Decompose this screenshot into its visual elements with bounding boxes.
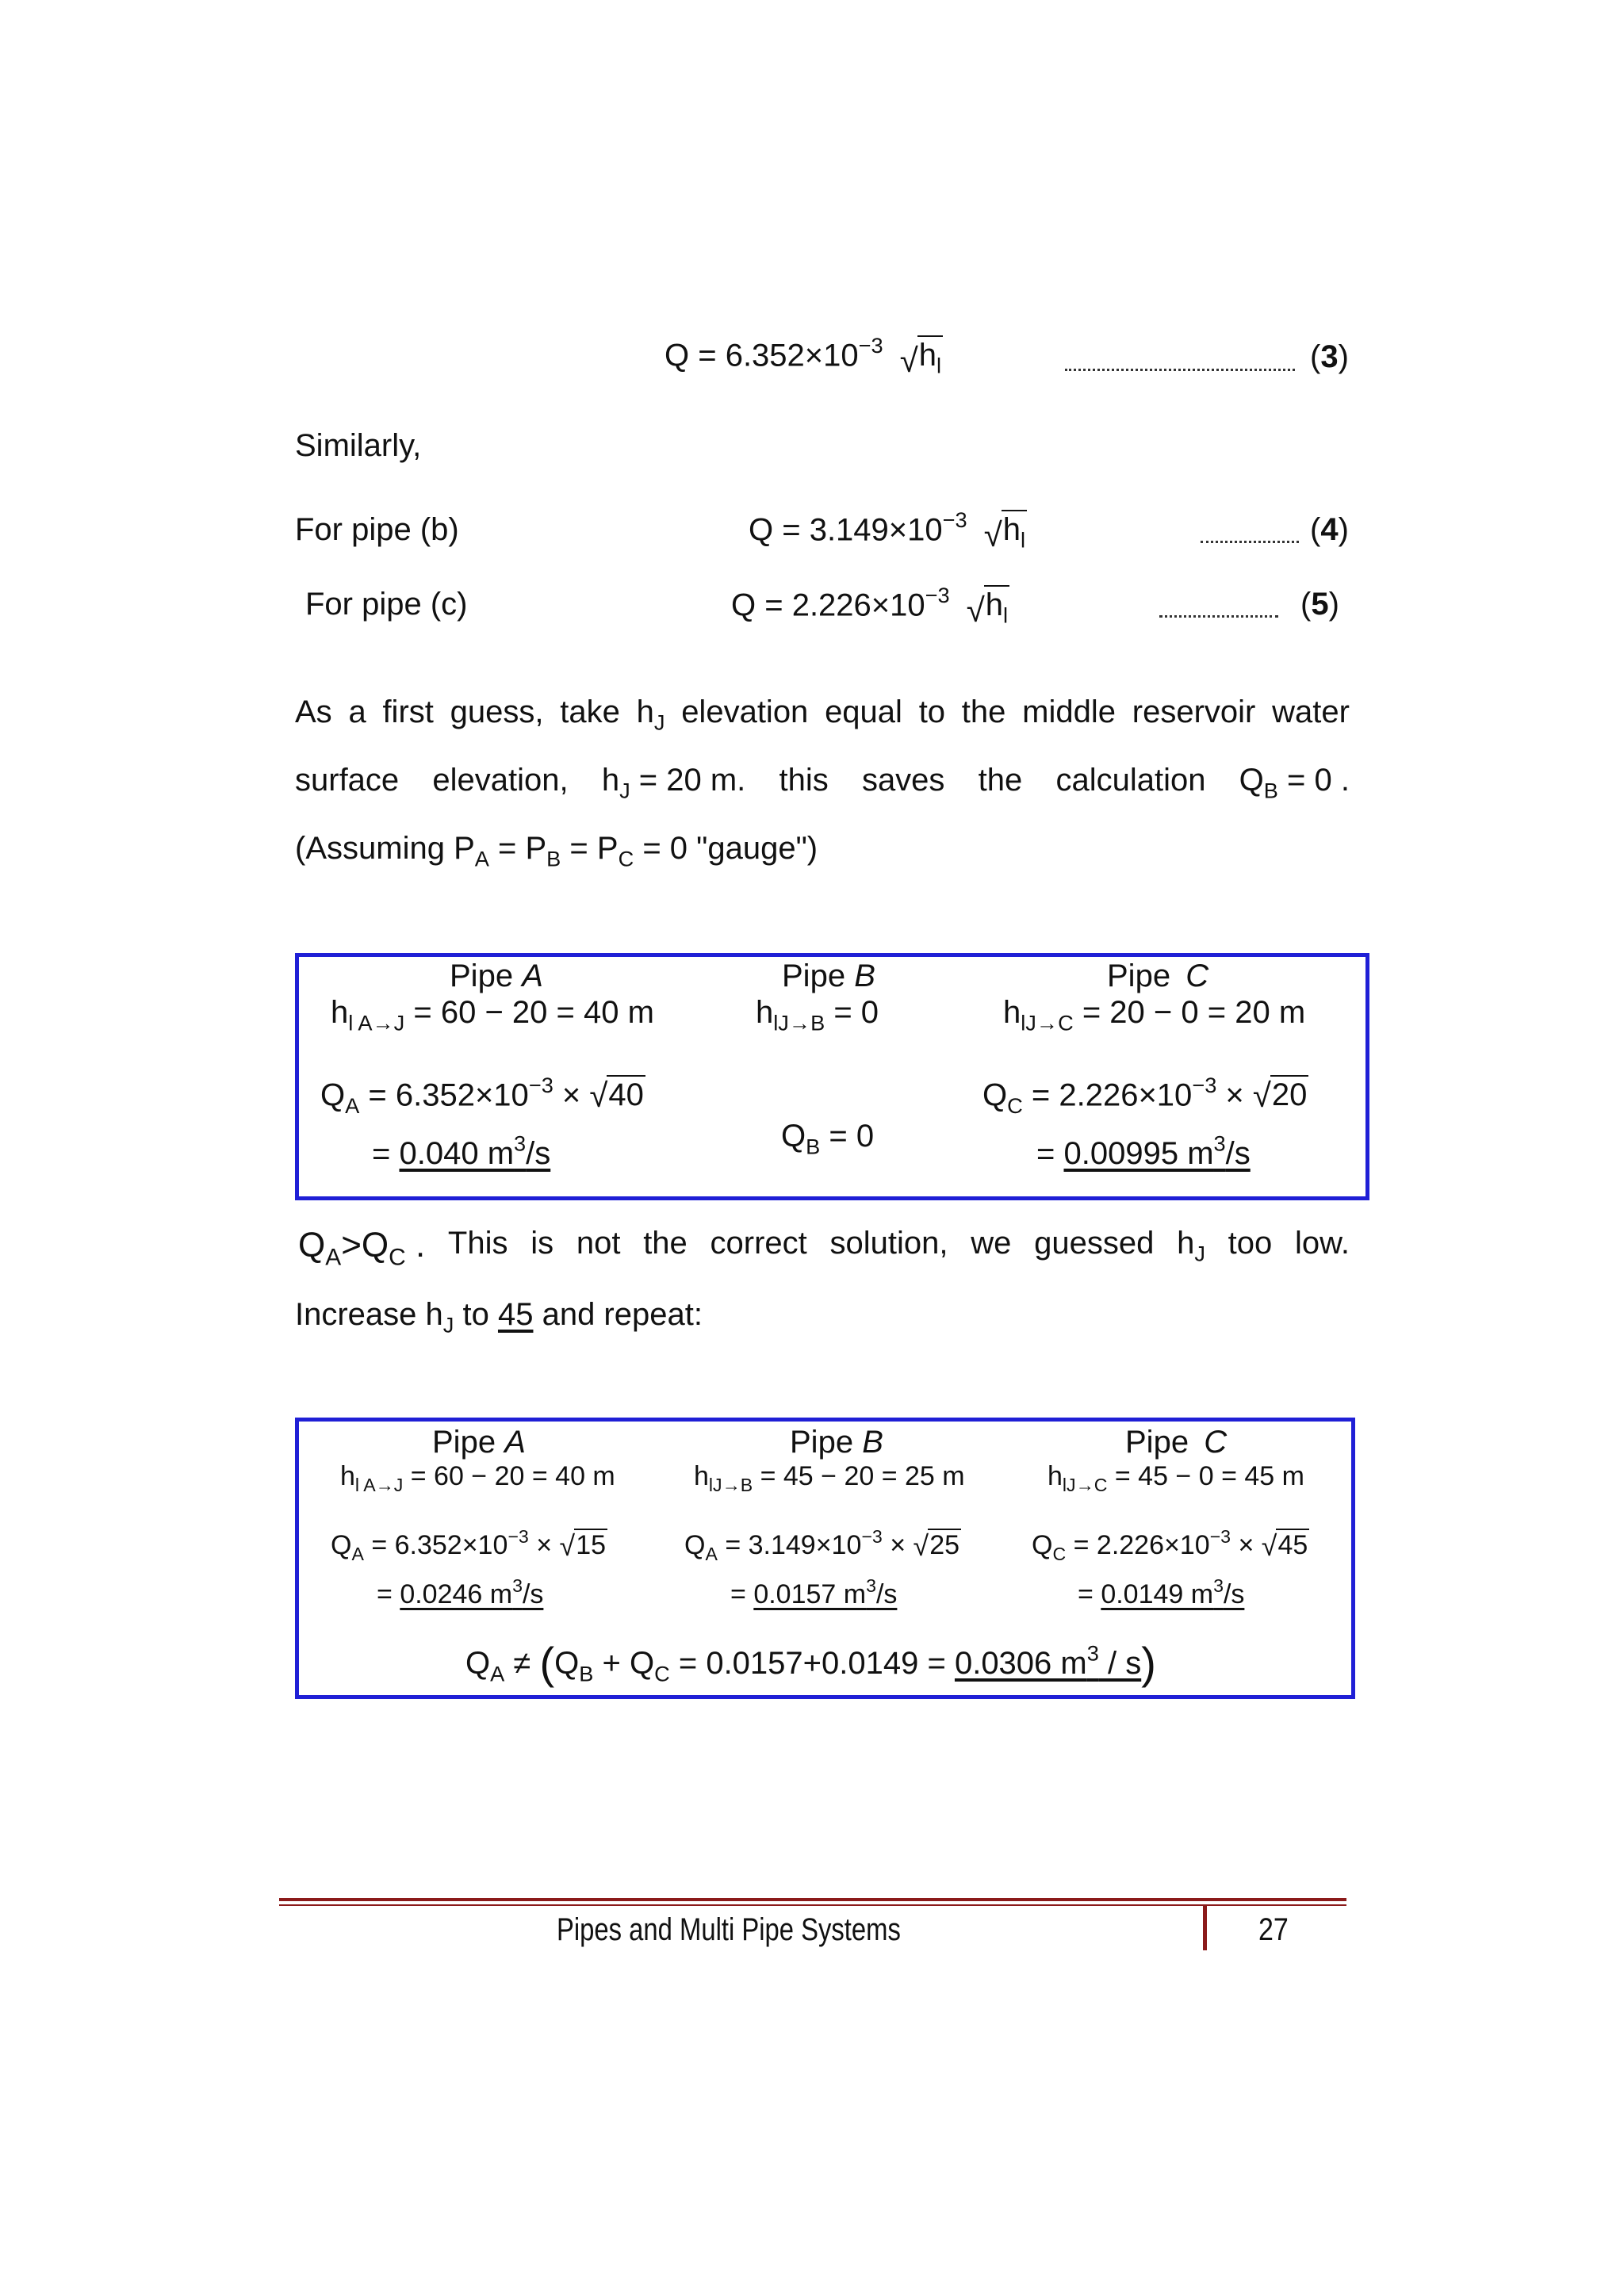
pipe-a-flow bbox=[320, 1073, 645, 1119]
result-unit: /s bbox=[875, 1578, 898, 1609]
pipe-letter: C bbox=[1185, 959, 1209, 993]
q-sub: C bbox=[1007, 1093, 1023, 1118]
word: the bbox=[961, 695, 1006, 729]
pipe-a-result bbox=[377, 1575, 543, 1610]
result-exponent: 3 bbox=[1213, 1131, 1226, 1156]
word: is bbox=[530, 1226, 554, 1261]
equation-3-exponent: −3 bbox=[858, 333, 883, 358]
result-number: 0.0306 m bbox=[954, 1646, 1087, 1681]
pipe-word: Pipe bbox=[1125, 1425, 1189, 1460]
word: solution, bbox=[829, 1226, 948, 1261]
pipe-c-flow bbox=[982, 1073, 1308, 1119]
paragraph-1-line-2 bbox=[295, 763, 1350, 804]
pipe-b-head-loss bbox=[756, 995, 879, 1036]
assuming-text: (Assuming bbox=[295, 831, 454, 866]
pipe-letter: C bbox=[1204, 1425, 1228, 1460]
pipe-b-flow bbox=[684, 1526, 961, 1565]
result-number: 0.0246 m bbox=[400, 1578, 513, 1609]
word: middle bbox=[1022, 695, 1116, 729]
result-exponent: 3 bbox=[866, 1575, 876, 1596]
pipe-b-result bbox=[730, 1575, 897, 1610]
word: surface bbox=[295, 763, 400, 798]
q-symbol: Q bbox=[554, 1646, 580, 1681]
h-j-symbol: $h_J$ bbox=[636, 695, 665, 735]
pipe-word: Pipe bbox=[1107, 959, 1171, 993]
similarly-text: Similarly, bbox=[295, 428, 422, 463]
page-number: 27 bbox=[1258, 1912, 1289, 1947]
pipe-word: Pipe bbox=[790, 1425, 854, 1460]
calculation-box-2 bbox=[295, 1418, 1355, 1699]
h-symbol: h bbox=[425, 1297, 443, 1332]
equals-sign: = bbox=[1078, 1578, 1101, 1609]
result-unit: /s bbox=[1223, 1578, 1245, 1609]
pipe-c-label: For pipe (c) bbox=[305, 587, 468, 622]
h-symbol: h bbox=[340, 1461, 355, 1491]
radicand: 25 bbox=[929, 1529, 960, 1560]
equation-4-exponent: −3 bbox=[942, 507, 967, 532]
flow-exponent: −3 bbox=[861, 1526, 883, 1547]
sqrt-symbol: √ 15 bbox=[559, 1529, 607, 1562]
result-unit: /s bbox=[522, 1578, 544, 1609]
pressure-equation: $P_A = P_B = P_C = 0$ "gauge") bbox=[454, 831, 818, 871]
pipe-c-head-loss bbox=[1048, 1461, 1304, 1496]
h-sub: l A→J bbox=[348, 1010, 405, 1035]
equation-3-number bbox=[1310, 339, 1349, 375]
pipe-c-title bbox=[1107, 959, 1208, 994]
sqrt-symbol: √ 20 bbox=[1253, 1075, 1309, 1113]
q-sub: A bbox=[345, 1093, 360, 1118]
head-loss-value: = 60 − 20 = 40 m bbox=[403, 1461, 615, 1491]
pipe-c-result bbox=[1078, 1575, 1244, 1610]
result-exponent: 3 bbox=[1213, 1575, 1224, 1596]
equals-sign: = bbox=[377, 1578, 400, 1609]
q-symbol: Q bbox=[331, 1529, 352, 1560]
times-sign: × bbox=[1216, 1077, 1253, 1113]
radicand: 40 bbox=[607, 1075, 645, 1113]
equation-4-radicand: h bbox=[1002, 512, 1021, 548]
q-sub: B bbox=[806, 1134, 821, 1159]
equation-3-lhs: Q = 6.352×10 bbox=[665, 338, 859, 373]
flow-value: = 0 bbox=[820, 1119, 875, 1154]
flow-coefficient: = 2.226×10 bbox=[1022, 1077, 1193, 1113]
word: first bbox=[382, 695, 434, 729]
equation-5-ref-number: 5 bbox=[1311, 587, 1329, 622]
h-sub: l A→J bbox=[354, 1475, 404, 1496]
word: This bbox=[447, 1226, 508, 1261]
q-sub: A bbox=[490, 1661, 505, 1686]
pipe-letter: B bbox=[854, 959, 875, 993]
calculation-box-1 bbox=[295, 953, 1369, 1200]
flow-exponent: −3 bbox=[1209, 1526, 1231, 1547]
word: not bbox=[576, 1226, 621, 1261]
q-symbol: Q bbox=[982, 1077, 1008, 1113]
to-text: to bbox=[454, 1297, 498, 1332]
flow-coefficient: = 2.226×10 bbox=[1066, 1529, 1210, 1560]
times-sign: × bbox=[528, 1529, 560, 1560]
pipe-c-flow bbox=[1032, 1526, 1309, 1565]
word: elevation, bbox=[432, 763, 569, 798]
result-number: 0.00995 m bbox=[1063, 1136, 1214, 1172]
result-unit: / s bbox=[1098, 1646, 1142, 1681]
pipe-c-result bbox=[1036, 1131, 1251, 1172]
pipe-a-head-loss bbox=[340, 1461, 615, 1496]
h-symbol: h bbox=[756, 995, 774, 1030]
sqrt-symbol: √ 40 bbox=[589, 1075, 645, 1113]
q-symbol: Q bbox=[320, 1077, 346, 1113]
word: As bbox=[295, 695, 332, 729]
result-exponent: 3 bbox=[512, 1575, 523, 1596]
pipe-word: Pipe bbox=[450, 959, 514, 993]
pipe-a-result-value bbox=[399, 1131, 551, 1172]
pipe-letter: A bbox=[504, 1425, 526, 1460]
footer-rule-thin bbox=[279, 1904, 1346, 1906]
h-symbol: h bbox=[694, 1461, 709, 1491]
times-sign: × bbox=[1231, 1529, 1262, 1560]
not-equal-sign: ≠ bbox=[504, 1646, 540, 1681]
sum-value: = 0.0157+0.0149 = bbox=[669, 1646, 955, 1681]
head-loss-value: = 60 − 20 = 40 m bbox=[404, 995, 654, 1030]
h-symbol: h bbox=[331, 995, 349, 1030]
word: to bbox=[918, 695, 946, 729]
head-loss-value: = 45 − 20 = 25 m bbox=[753, 1461, 965, 1491]
total-flow-value bbox=[954, 1640, 1142, 1681]
q-sub: C bbox=[654, 1661, 670, 1686]
equation-3-radicand: h bbox=[918, 338, 937, 373]
h-symbol: h bbox=[1003, 995, 1021, 1030]
increase-text: Increase bbox=[295, 1297, 426, 1332]
q-symbol: Q bbox=[684, 1529, 706, 1560]
equation-3-radicand-sub: l bbox=[936, 353, 942, 378]
paren-open: ( bbox=[1310, 339, 1321, 374]
word: we bbox=[971, 1226, 1012, 1261]
flow-coefficient: = 6.352×10 bbox=[363, 1529, 508, 1560]
equation-4 bbox=[749, 507, 1027, 553]
equation-5-exponent: −3 bbox=[925, 583, 950, 607]
result-number: 0.0149 m bbox=[1101, 1578, 1214, 1609]
equation-4-ref-number: 4 bbox=[1320, 512, 1339, 547]
q-symbol: Q bbox=[629, 1646, 655, 1681]
footer-divider bbox=[1203, 1906, 1207, 1950]
result-exponent: 3 bbox=[514, 1131, 527, 1156]
paragraph-2-line-2 bbox=[295, 1297, 703, 1338]
q-sub: A bbox=[351, 1543, 364, 1564]
q-sub: A bbox=[705, 1543, 718, 1564]
word: this bbox=[779, 763, 829, 798]
head-loss-value: = 45 − 0 = 45 m bbox=[1107, 1461, 1304, 1491]
h-sub: lJ→B bbox=[708, 1475, 753, 1496]
pipe-b-label: For pipe (b) bbox=[295, 512, 459, 547]
paragraph-2-line-1 bbox=[298, 1226, 1350, 1271]
equation-3 bbox=[665, 333, 943, 378]
result-unit: /s bbox=[526, 1136, 551, 1172]
pipe-word: Pipe bbox=[782, 959, 846, 993]
word: guessed bbox=[1034, 1226, 1155, 1261]
sqrt-symbol: √ $h_l$ bbox=[967, 585, 1009, 628]
h-sub: lJ→B bbox=[773, 1010, 825, 1035]
pipe-letter: B bbox=[862, 1425, 883, 1460]
result-unit: /s bbox=[1225, 1136, 1251, 1172]
word: correct bbox=[710, 1226, 807, 1261]
q-sub: B bbox=[579, 1661, 594, 1686]
word: elevation bbox=[681, 695, 809, 729]
equation-5-radicand: h bbox=[985, 587, 1004, 623]
footer-rule-thick bbox=[279, 1898, 1346, 1901]
equals-sign: = bbox=[1036, 1136, 1064, 1172]
paren-close: ) bbox=[1338, 339, 1349, 374]
q-symbol: Q bbox=[465, 1646, 491, 1681]
flow-coefficient: = 3.149×10 bbox=[717, 1529, 862, 1560]
flow-exponent: −3 bbox=[528, 1073, 553, 1097]
continuity-check bbox=[465, 1637, 1156, 1689]
pipe-c-result-value bbox=[1063, 1131, 1251, 1172]
times-sign: × bbox=[553, 1077, 590, 1113]
equation-5-lhs: Q = 2.226×10 bbox=[731, 587, 925, 623]
h-j-equation: $h_J = 20$ m. bbox=[601, 763, 746, 803]
equation-3-leader-dots bbox=[1065, 369, 1295, 371]
times-sign: × bbox=[882, 1529, 914, 1560]
head-loss-value: = 20 − 0 = 20 m bbox=[1073, 995, 1306, 1030]
pipe-b-result-value bbox=[753, 1575, 898, 1609]
result-number: 0.0157 m bbox=[753, 1578, 867, 1609]
q-symbol: Q bbox=[1032, 1529, 1053, 1560]
word: guess, bbox=[450, 695, 544, 729]
equation-3-ref-number: 3 bbox=[1320, 339, 1339, 374]
new-guess-value: 45 bbox=[497, 1297, 534, 1332]
repeat-text: and repeat: bbox=[533, 1297, 703, 1332]
h-sub: lJ→C bbox=[1062, 1475, 1108, 1496]
equation-5-radicand-sub: l bbox=[1003, 603, 1009, 628]
equation-5 bbox=[731, 583, 1009, 628]
pipe-a-result-value bbox=[400, 1575, 544, 1609]
pipe-a-title bbox=[432, 1425, 526, 1460]
h-j-symbol: $h_J$ bbox=[1177, 1226, 1205, 1266]
qa-gt-qc: $Q_A>Q_C$ . bbox=[298, 1226, 426, 1271]
word: the bbox=[978, 763, 1023, 798]
h-symbol: h bbox=[1048, 1461, 1063, 1491]
paragraph-1-line-1 bbox=[295, 695, 1350, 736]
word: too bbox=[1228, 1226, 1273, 1261]
paren-close: ) bbox=[1141, 1638, 1156, 1688]
word: saves bbox=[861, 763, 945, 798]
flow-exponent: −3 bbox=[1192, 1073, 1217, 1097]
word: a bbox=[348, 695, 366, 729]
pipe-letter: A bbox=[522, 959, 543, 993]
q-sub: C bbox=[1052, 1543, 1067, 1564]
word: calculation bbox=[1055, 763, 1206, 798]
q-symbol: Q bbox=[781, 1119, 806, 1154]
radicand: 15 bbox=[576, 1529, 607, 1560]
word: water bbox=[1272, 695, 1350, 729]
pipe-b-title bbox=[790, 1425, 883, 1460]
equation-5-leader-dots bbox=[1159, 615, 1278, 618]
word: the bbox=[643, 1226, 688, 1261]
equals-sign: = bbox=[730, 1578, 754, 1609]
word: low. bbox=[1295, 1226, 1350, 1261]
result-exponent: 3 bbox=[1086, 1640, 1099, 1666]
sqrt-symbol: √ $h_l$ bbox=[984, 510, 1027, 553]
sqrt-symbol: √ 45 bbox=[1261, 1529, 1308, 1562]
plus-sign: + bbox=[593, 1646, 630, 1681]
h-sub: J bbox=[442, 1312, 454, 1337]
radicand: 20 bbox=[1270, 1075, 1309, 1113]
pipe-b-title bbox=[782, 959, 875, 994]
equation-4-radicand-sub: l bbox=[1021, 527, 1026, 553]
flow-coefficient: = 6.352×10 bbox=[359, 1077, 529, 1113]
sqrt-symbol: √ 25 bbox=[913, 1529, 960, 1562]
equation-4-leader-dots bbox=[1201, 541, 1299, 543]
equation-4-number: (4) bbox=[1310, 512, 1349, 547]
paren-open: ( bbox=[539, 1638, 555, 1688]
pipe-c-head-loss bbox=[1003, 995, 1305, 1036]
result-number: 0.040 m bbox=[399, 1136, 515, 1172]
word: equal bbox=[825, 695, 902, 729]
pipe-c-title bbox=[1125, 1425, 1227, 1460]
sqrt-symbol: √ $h_l$ bbox=[900, 335, 943, 378]
head-loss-value: = 0 bbox=[825, 995, 879, 1030]
word: reservoir bbox=[1132, 695, 1256, 729]
q-b-equation: $Q_B = 0$ . bbox=[1239, 763, 1350, 803]
equation-4-lhs: Q = 3.149×10 bbox=[749, 512, 943, 548]
pipe-b-head-loss bbox=[694, 1461, 965, 1496]
pipe-word: Pipe bbox=[432, 1425, 496, 1460]
flow-exponent: −3 bbox=[508, 1526, 529, 1547]
pipe-b-flow bbox=[781, 1119, 874, 1160]
pipe-a-flow bbox=[331, 1526, 607, 1565]
h-sub: lJ→C bbox=[1021, 1010, 1074, 1035]
pipe-c-result-value bbox=[1101, 1575, 1245, 1609]
footer-title: Pipes and Multi Pipe Systems bbox=[557, 1912, 901, 1947]
equation-5-number: (5) bbox=[1300, 587, 1339, 622]
pipe-a-head-loss bbox=[331, 995, 654, 1036]
pipe-a-title bbox=[450, 959, 543, 994]
pipe-a-result bbox=[372, 1131, 550, 1172]
paragraph-1-line-3 bbox=[295, 831, 818, 872]
equals-sign: = bbox=[372, 1136, 400, 1172]
radicand: 45 bbox=[1277, 1529, 1308, 1560]
word: take bbox=[560, 695, 620, 729]
